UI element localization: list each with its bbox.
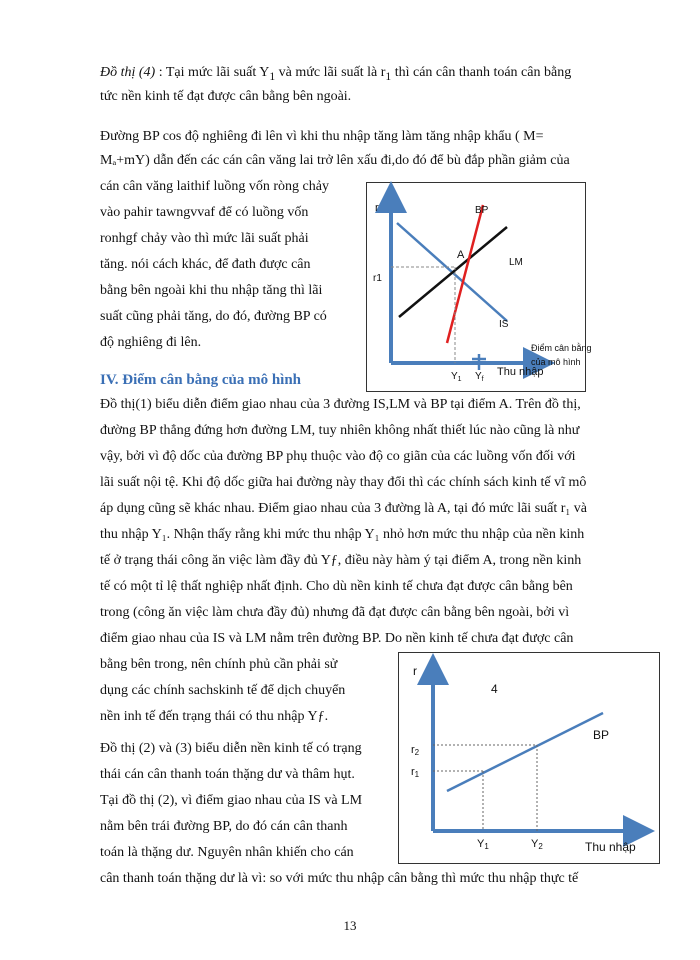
paragraph-line: độ nghiêng đi lên.: [100, 335, 202, 350]
figure-bp-graph-4-svg: [399, 653, 659, 863]
paragraph-line: Đồ thị(1) biểu diễn điểm giao nhau của 3 đường IS,LM và BP tại điểm A. Trên đồ thị,: [100, 397, 581, 412]
yf-label: $Y_f$: [475, 371, 484, 383]
y1-label: $Y_1$: [451, 371, 462, 383]
graph-number: 4: [491, 682, 498, 696]
page-number: 13: [343, 918, 357, 933]
paragraph-line: nằm bên trái đường BP, do đó cán cân thanh: [100, 819, 348, 834]
paragraph-line: ronhgf chảy vào thì mức lãi suất phải: [100, 231, 309, 246]
paragraph-line: lãi suất nội tệ. Khi độ dốc giữa hai đường này thay đổi thì các chính sách kinh tế vĩ mô: [100, 475, 587, 490]
paragraph-line: toán là thặng dư. Nguyên nhân khiến cho cán: [100, 845, 354, 860]
r2-label: r2: [411, 744, 420, 757]
paragraph-line: cân thanh toán thặng dư là vì: so với mức thu nhập cân bằng thì mức thu nhập thực tế: [100, 871, 579, 886]
figure-bp-graph-4: [398, 652, 660, 864]
paragraph-line: trong (công ăn việc làm chưa đầy đủ) nhưng đã đạt được cân bằng bên ngoài, bởi vì: [100, 605, 570, 620]
x-axis-label: Thu nhập: [585, 840, 636, 854]
paragraph-line: đường BP thẳng đứng hơn đường LM, tuy nhiên không nhất thiết lúc nào cũng là như: [100, 423, 580, 438]
paragraph-line: áp dụng cũng sẽ khác nhau. Điểm giao nhau của 3 đường là A, tại đó mức lãi suất r₁ và: [100, 501, 587, 516]
y-axis-label: r: [413, 664, 417, 678]
paragraph-line: thu nhập Y₁. Nhận thấy rằng khi mức thu nhập Y₁ nhỏ hơn mức thu nhập của nền kinh: [100, 527, 585, 542]
y2-label: Y2: [531, 838, 543, 851]
caption-line-2: của mô hình: [531, 357, 581, 367]
lm-label: LM: [509, 257, 523, 268]
paragraph-line: vào pahir tawngvvaf để có luồng vốn: [100, 205, 309, 220]
caption-line-1: Điểm cân bằng: [531, 343, 592, 353]
paragraph-line: dụng các chính sachskinh tế để dịch chuyển: [100, 683, 346, 698]
r1-label: r1: [373, 273, 382, 284]
paragraph-line: tức nền kinh tế đạt được cân bằng bên ngoài.: [100, 89, 352, 104]
x-axis-label: Thu nhập: [497, 366, 544, 378]
paragraph-line: bằng bên ngoài khi thu nhập tăng thì lãi: [100, 283, 323, 298]
bp-label: BP: [593, 728, 610, 742]
paragraph-line: Mₐ+mY) dẫn đến các cán cân văng lai trở lên xấu đi,do đó để bù đắp phần giảm của: [100, 153, 570, 168]
section-heading: IV. Điểm cân bằng của mô hình: [100, 372, 302, 388]
paragraph-line: tăng. nói cách khác, để đath được cân: [100, 257, 311, 272]
r1-label: r1: [411, 766, 420, 779]
graph-ref-label: Đồ thị (4): [100, 65, 156, 80]
paragraph-line: Đồ thị (4) : Tại mức lãi suất $Y_1$ và mức lãi suất là $r_1$ thì cán cân thanh toán cân bằng: [100, 65, 572, 83]
paragraph-line: suất cũng phải tăng, do đó, đường BP có: [100, 309, 327, 324]
paragraph-line: nền inh tế đến trạng thái có thu nhập Yƒ.: [100, 709, 329, 724]
figure-equilibrium-svg: [367, 183, 592, 391]
paragraph-line: tế có một tỉ lệ thất nghiệp nhất định. Cho dù nền kinh tế chưa đạt được cân bằng bên: [100, 579, 573, 594]
bp-curve: [447, 713, 603, 791]
is-label: IS: [499, 319, 509, 330]
bp-label: BP: [475, 205, 489, 216]
figure-equilibrium: [366, 182, 592, 392]
y-axis-label: r: [375, 202, 379, 214]
paragraph-line: Đồ thị (2) và (3) biểu diễn nền kinh tế có trạng: [100, 741, 362, 756]
point-a-label: A: [457, 249, 465, 261]
paragraph-line: Tại đồ thị (2), vì điểm giao nhau của IS và LM: [100, 793, 363, 808]
paragraph-line: thái cán cân thanh toán thặng dư và thâm hụt.: [100, 767, 355, 782]
paragraph-line: điểm giao nhau của IS và LM nằm trên đường BP. Do nền kinh tế chưa đạt được cân: [100, 631, 574, 646]
paragraph-line: cán cân văng laithif luồng vốn ròng chảy: [100, 179, 329, 194]
y1-label: Y1: [477, 838, 489, 851]
paragraph-line: vậy, bởi vì độ dốc của đường BP phụ thuộc vào độ co giãn của các luồng vốn đối với: [100, 449, 576, 464]
paragraph-line: bằng bên trong, nên chính phủ cần phải sử: [100, 657, 338, 672]
paragraph-line: tế ở trạng thái công ăn việc làm đầy đủ Yƒ, điều này hàm ý tại điểm A, trong nền kinh: [100, 553, 582, 568]
paragraph-line: Đường BP cos độ nghiêng đi lên vì khi thu nhập tăng làm tăng nhập khẩu ( M=: [100, 129, 544, 144]
